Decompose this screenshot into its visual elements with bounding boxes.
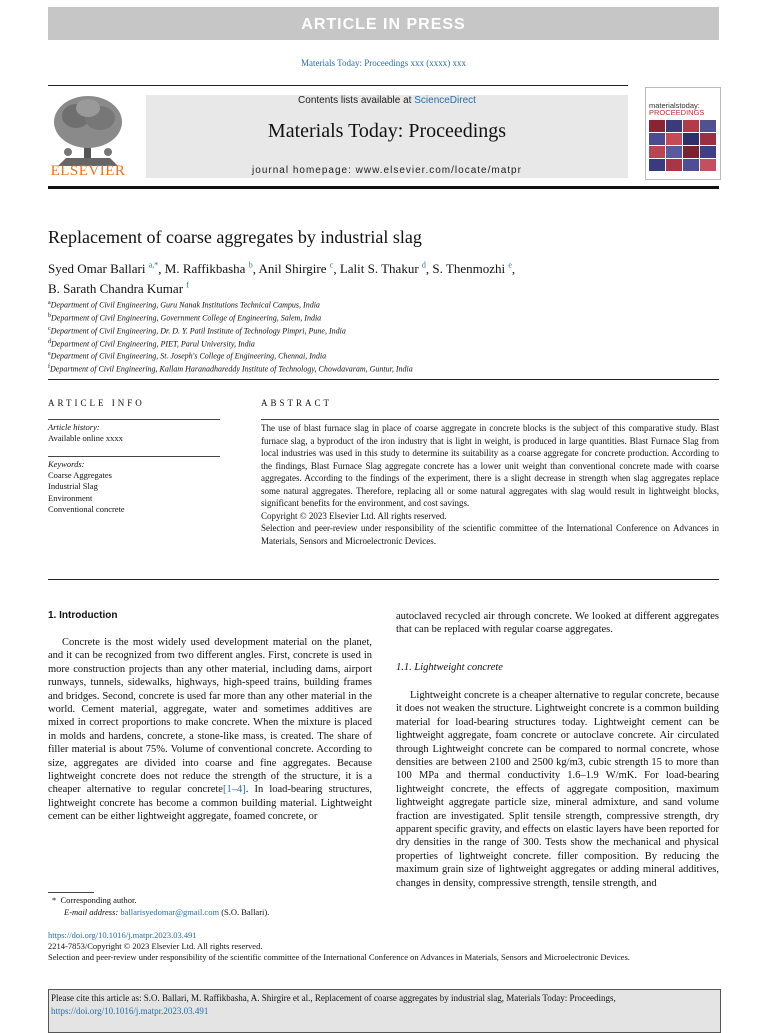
- elsevier-wordmark: ELSEVIER: [50, 163, 126, 179]
- footer-selection: Selection and peer-review under responsibility of the scientific committee of the International Conference on Advances in Materials, Sensors and Microelectronic Devices.: [48, 952, 630, 962]
- column-2-top: [396, 610, 719, 637]
- journal-title: Materials Today: Proceedings: [267, 120, 507, 142]
- author-list: Syed Omar Ballari $^{a,*}$, M. Raffikbasha $^b$, Anil Shirgire $^c$, Lalit S. Thakur $^d$, S. Thenmozhi $^e$, B. Sarath Chandra Kumar $^f$: [48, 261, 516, 296]
- keyword: Industrial Slag: [48, 481, 98, 492]
- footer: [48, 930, 630, 963]
- header-bottom-rule: [48, 186, 719, 189]
- keyword: Environment: [48, 492, 93, 503]
- affiliation: $^c$Department of Civil Engineering, Dr. D. Y. Patil Institute of Technology Pimpri, Pune, India: [48, 325, 346, 336]
- footnote-email: E-mail address: ballarisyedomar@gmail.com (S.O. Ballari).: [64, 907, 270, 917]
- cover-brand: materialstoday:: [649, 101, 700, 110]
- doi-link[interactable]: https://doi.org/10.1016/j.matpr.2023.03.491: [48, 930, 197, 940]
- author[interactable]: Lalit S. Thakur $^d$: [339, 261, 426, 277]
- issn-line: 2214-7853/Copyright © 2023 Elsevier Ltd. All rights reserved.: [48, 941, 263, 951]
- author[interactable]: S. Thenmozhi $^e$: [432, 261, 512, 277]
- email-link[interactable]: ballarisyedomar@gmail.com: [120, 907, 220, 917]
- abstract-heading: ABSTRACT: [261, 398, 333, 408]
- article-title: Replacement of coarse aggregates by industrial slag: [48, 227, 422, 247]
- article-in-press-banner: ARTICLE IN PRESS: [48, 7, 719, 40]
- article-info-heading: ARTICLE INFO: [48, 398, 145, 408]
- keyword: Conventional concrete: [48, 503, 125, 514]
- subsection-heading: 1.1. Lightweight concrete: [396, 662, 503, 673]
- abstract-bottom-rule: [48, 579, 719, 580]
- author[interactable]: M. Raffikbasha $^b$: [164, 261, 253, 277]
- keywords-rule: [48, 456, 220, 457]
- affiliation: $^a$Department of Civil Engineering, Guru Nanak Institutions Technical Campus, India: [48, 300, 320, 310]
- abstract-selection: Selection and peer-review under responsibility of the scientific committee of the International Conference on Advances in Materials, Sensors and Microelectronic Devices.: [261, 523, 719, 546]
- lightweight-paragraph: Lightweight concrete is a cheaper alternative to regular concrete, because it does not weaken the structure. Lightweight concrete is a common building material for load-bearing structures today. Lightweight cement can be lightweight aggregate, foam concrete or autoclave concrete. Air circulated through Lightweight concrete can be compared to normal concrete, whose densities are between 2100 and 2500 kg/m3, cubic strength 15 to more than 100 MPa and thermal conductivity 1.6–1.9 W/mK. For load-bearing lightweight concrete, the effects of aggregate composition, maximum lightweight aggregate particle size, mineral admixture, and sand volume fraction are investigated. Split tensile strength, compressive strength, dry apparent specific gravity, and effects on elastic layers have been reported for dry densities in the range of 300. Tests show the mechanical and physical properties of lightweight concrete. filler composition. By reducing the maximum grain size of lightweight aggregates or adding mineral additives, changes in density, compressive strength, tensile strength, and: [396, 690, 719, 889]
- article-info-rule: [48, 419, 220, 420]
- contents-line: Contents lists available at ScienceDirect: [298, 95, 476, 106]
- affiliation: $^e$Department of Civil Engineering, St. Joseph's College of Engineering, Chennai, India: [48, 351, 327, 362]
- keywords-block: [48, 459, 220, 515]
- journal-homepage[interactable]: journal homepage: www.elsevier.com/locate/matpr: [252, 165, 522, 176]
- keywords-label: Keywords:: [48, 459, 85, 469]
- header-top-rule: [48, 85, 628, 86]
- article-history: [48, 422, 220, 444]
- affiliation: $^d$Department of Civil Engineering, PIET, Parul University, India: [48, 338, 255, 349]
- cite-this-article-box: [48, 989, 721, 1033]
- abstract-copyright: Copyright © 2023 Elsevier Ltd. All rights reserved.: [261, 510, 447, 521]
- intro-heading: 1. Introduction: [48, 610, 118, 621]
- author[interactable]: B. Sarath Chandra Kumar $^f$: [48, 280, 189, 296]
- keyword: Coarse Aggregates: [48, 470, 112, 481]
- affiliation: $^b$Department of Civil Engineering, Government College of Engineering, Salem, India: [48, 312, 322, 323]
- cover-art: [646, 118, 720, 178]
- cite-doi-link[interactable]: https://doi.org/10.1016/j.matpr.2023.03.491: [51, 1006, 209, 1016]
- history-label: Article history:: [48, 422, 100, 432]
- cover-brand-sub: PROCEEDINGS: [649, 108, 705, 117]
- intro-column-1: [48, 636, 372, 824]
- footnote-corresponding: * Corresponding author.: [52, 895, 137, 905]
- affiliation-list: [48, 298, 413, 375]
- footnote-rule: [48, 892, 94, 893]
- history-value: Available online xxxx: [48, 433, 123, 444]
- author[interactable]: Syed Omar Ballari $^{a,*}$: [48, 261, 159, 277]
- lightweight-concrete-section: [396, 689, 719, 890]
- abstract-body: [261, 422, 719, 547]
- sciencedirect-link[interactable]: ScienceDirect: [414, 95, 476, 106]
- journal-citation-link[interactable]: Materials Today: Proceedings xxx (xxxx) xxx: [301, 58, 466, 68]
- reference-link[interactable]: [1–4]: [222, 784, 246, 796]
- author[interactable]: Anil Shirgire $^c$: [258, 261, 334, 277]
- abstract-text: The use of blast furnace slag in place of coarse aggregate in concrete blocks is the subject of this comparative study. Blast furnace slag, a byproduct of the iron industry that is light in weight, is produced in large quantities. Blast Furnace Slag from local industries was used in this study to determine its suitability as a coarse aggregate for concrete production. According to the findings, Blast Furnace Slag aggregate concrete has a lower unit weight than conventional concrete made with coarse aggregates. According to the findings of the experiment, there is a slight decrease in strength when slag aggregates replace some natural aggregates. Therefore, replacing all or some natural aggregates with slag would result in lightweight blocks, significant benefits for the environment, and cost savings.: [261, 423, 719, 508]
- journal-cover-thumbnail: [645, 87, 721, 180]
- intro-continued: autoclaved recycled air through concrete. We looked at different aggregates that can be replaced with regular coarse aggregates.: [396, 611, 719, 636]
- section-rule: [48, 379, 719, 380]
- intro-paragraph: Concrete is the most widely used development material on the planet, and it can be recognized from two different angles. First, concrete is used in more construction projects than any other material, including dams, airport runways, tunnels, sidewalks, highways, high-speed trains, building frames and bridges. Second, concrete is used far more than any other material in the world. Cement material, aggregate, water and sometimes additives are mixed in correct proportions to make concrete. When the mixture is placed in molds and hardens, concrete, a stone-like mass, is created. The share of filler material is about 75%. Volume of conventional concrete. According to size, aggregates are divided into coarse and fine aggregates. Because lightweight concrete does not reduce the strength of the structure, it is a cheaper alternative to regular concrete[1–4]. In load-bearing structures, lightweight concrete has become a common building material. Lightweight cement can be either lightweight aggregate, foamed concrete, or: [48, 637, 372, 823]
- abstract-rule: [261, 419, 719, 420]
- affiliation: $^f$Department of Civil Engineering, Kallam Haranadhareddy Institute of Technology, Chowdavaram, Guntur, India: [48, 364, 413, 374]
- cite-text: Please cite this article as: S.O. Ballari, M. Raffikbasha, A. Shirgire et al., Replacement of coarse aggregates by industrial slag, Materials Today: Proceedings,: [51, 993, 616, 1003]
